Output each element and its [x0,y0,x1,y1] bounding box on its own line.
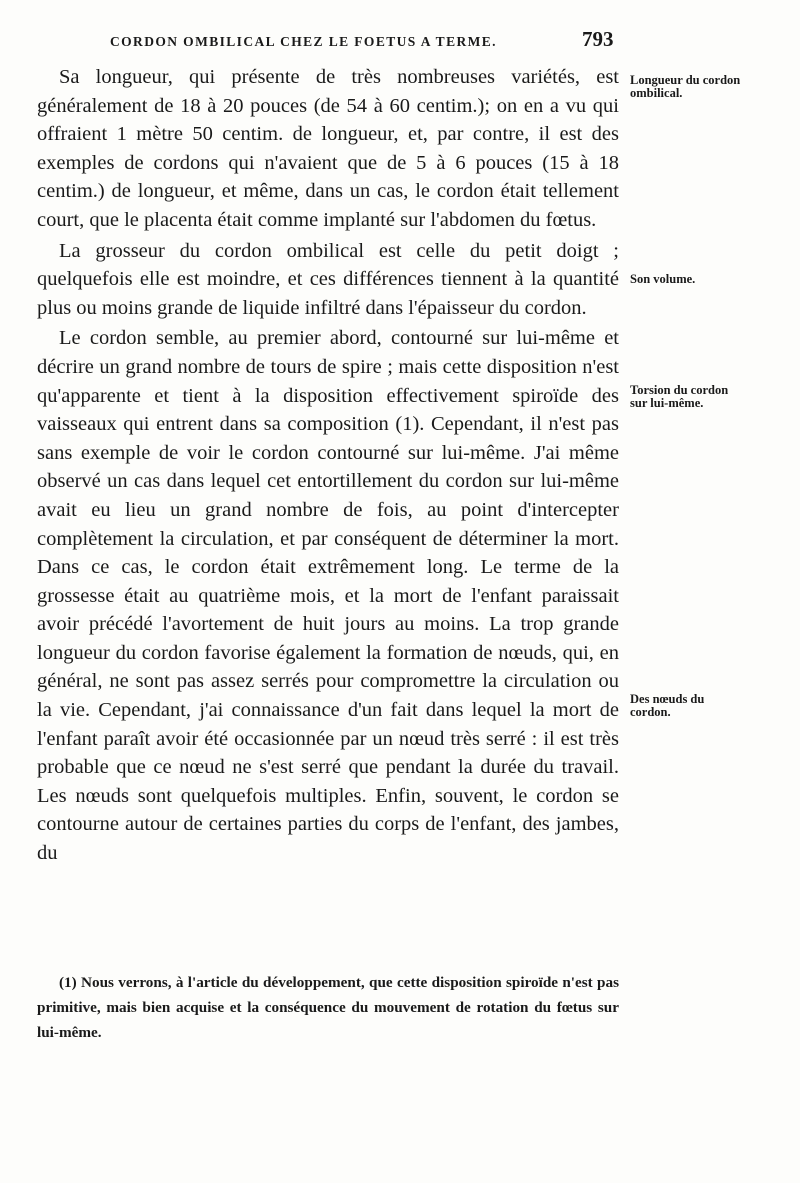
margin-note-knots: Des nœuds du cordon. [630,692,705,719]
margin-note-length: Longueur du cordon ombilical. [630,73,741,100]
margin-note-volume: Son volume. [630,272,696,286]
main-text [37,63,619,870]
running-title: CORDON OMBILICAL CHEZ LE FOETUS A TERME. [110,34,497,49]
paragraph-length: Sa longueur, qui présente de très nombreuses variétés, est généralement de 18 à 20 pouces (de 54 à 60 centim.); on en a vu qui offraient 1 mètre 50 centim. de longueur, et, par contre, il est des exemples de cordons qui n'avaient que de 5 à 6 pouces (15 à 18 centim.) de longueur, et même, dans un cas, le cordon était tellement court, que le placenta était comme implanté sur l'abdomen du fœtus. [37,66,619,231]
paragraph-torsion: Le cordon semble, au premier abord, contourné sur lui-même et décrire un grand nombre de tours de spire ; mais cette disposition n'est qu'apparente et tient à la disposition effectivement spiroïde des vaisseaux qui entrent dans sa composition (1). Cependant, il n'est pas sans exemple de voir le cordon contourné sur lui-même. J'ai même observé un cas dans lequel cet entortillement du cordon sur lui-même avait eu lieu un grand nombre de fois, au point d'intercepter complètement la circulation, et par conséquent de déterminer la mort. Dans ce cas, le cordon était extrêmement long. Le terme de la grossesse était au quatrième mois, et la mort de l'enfant paraissait avoir précédé l'avortement de huit jours au moins. La trop grande longueur du cordon favorise également la formation de nœuds, qui, en général, ne sont pas assez serrés pour compromettre la circulation ou la vie. Cependant, j'ai connaissance d'un fait dans lequel la mort de l'enfant paraît avoir été occasionnée par un nœud très serré : il est très probable que ce nœud ne s'est serré que pendant la durée du travail. Les nœuds sont quelquefois multiples. Enfin, souvent, le cordon se contourne autour de certaines parties du corps de l'enfant, des jambes, du [37,327,619,865]
footnote [37,970,619,1045]
paragraph-volume: La grosseur du cordon ombilical est celle du petit doigt ; quelquefois elle est moindre, et ces différences tiennent à la quantité plus ou moins grande de liquide infiltré dans l'épaisseur du cordon. [37,239,619,319]
page-number: 793 [582,27,614,51]
margin-note-torsion: Torsion du cordon sur lui-même. [630,383,729,410]
footnote-text: (1) Nous verrons, à l'article du développement, que cette disposition spiroïde n'est pas primitive, mais bien acquise et la conséquence du mouvement de rotation du fœtus sur lui-même. [37,974,619,1041]
